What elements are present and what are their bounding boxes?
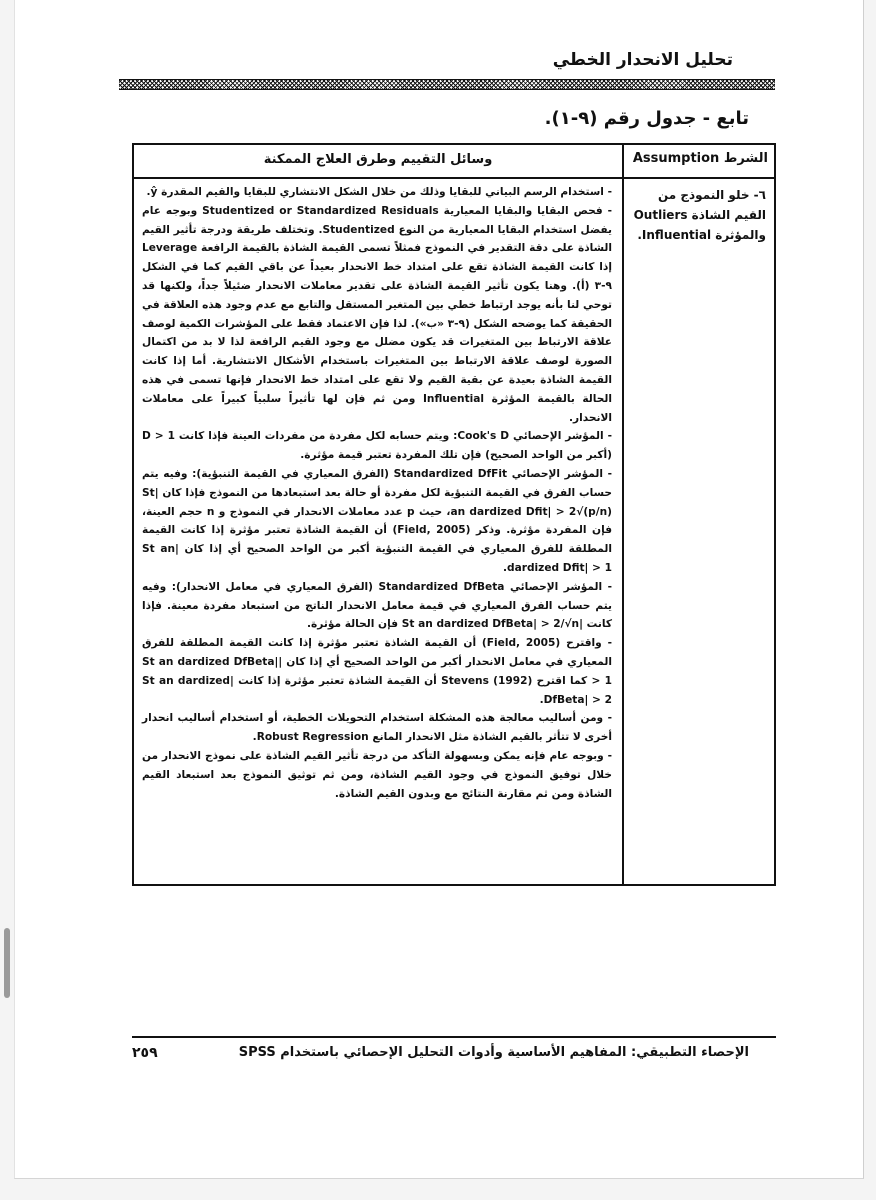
methods-cell [142, 183, 612, 803]
running-head-title: تحليل الانحدار الخطي [552, 50, 733, 70]
scrollbar-thumb[interactable] [4, 928, 10, 998]
header-rule [119, 79, 775, 90]
footer-rule [132, 1036, 776, 1038]
assumptions-table [132, 143, 776, 886]
method-item: - استخدام الرسم البياني للبقايا وذلك من خلال الشكل الانتشاري للبقايا والقيم المقدرة ŷ. [146, 186, 612, 198]
method-item: - واقترح (Field, 2005) أن القيمة الشاذة تعتبر مؤثرة إذا كانت القيمة المطلقة للفرق المعياري في معامل الانحدار أكبر من الواحد الصحيح أي إذا كان |St an dardized DfBeta| > 1 كما اقترح (Stevens (1992 أن القيمة الشاذة تعتبر مؤثرة إذا كانت |St an dardized DfBeta| > 2. [142, 637, 613, 706]
table-caption: تابع - جدول رقم (٩-١). [544, 108, 749, 129]
page-number: ٢٥٩ [132, 1045, 158, 1061]
footer-book-title: الإحصاء التطبيقي: المفاهيم الأساسية وأدوات التحليل الإحصائي باستخدام SPSS [238, 1045, 749, 1060]
method-item: - المؤشر الإحصائي Standardized DfFit (الفرق المعياري في القيمة التنبؤية): وفيه يتم حساب الفرق في القيمة التنبؤية لكل مفردة أو حالة بعد استبعادها من النموذج فإذا كان |St an dardized Dfit| > 2√(p/n)، حيث p عدد معاملات الانحدار في النموذج و n حجم العينة، فإن المفردة مؤثرة. وذكر (Field, 2005) أن القيمة الشاذة تعتبر مؤثرة إذا كانت القيمة المطلقة للفرق المعياري في القيمة التنبؤية أكبر من الواحد الصحيح أي إذا كان |St an dardized Dfit| > 1. [142, 467, 613, 574]
column-header-assumption: الشرط Assumption [632, 151, 768, 166]
assumption-cell: ٦- خلو النموذج من القيم الشاذة Outliers والمؤثرة Influential. [633, 188, 766, 242]
column-divider [622, 145, 624, 884]
column-header-methods: وسائل التقييم وطرق العلاج الممكنة [263, 152, 493, 167]
header-divider [134, 177, 774, 179]
method-item: - المؤشر الإحصائي Standardized DfBeta (الفرق المعياري في معامل الانحدار): وفيه يتم حساب الفرق المعياري في قيمة معامل الانحدار الناتج من استبعاد مفردة معينة. فإذا كانت |St an dardized DfBeta| > 2/√n فإن الحالة مؤثرة. [142, 580, 613, 631]
method-item: - المؤشر الإحصائي Cook's D: ويتم حسابه لكل مفردة من مفردات العينة فإذا كانت D > 1 (أكبر من الواحد الصحيح) فإن تلك المفردة تعتبر قيمة مؤثرة. [142, 430, 612, 462]
method-item: - وبوجه عام فإنه يمكن وبسهولة التأكد من درجة تأثير القيم الشاذة على نموذج الانحدار من خلال توفيق النموذج في وجود القيم الشاذة، ومن ثم توثيق النموذج بعد استبعاد القيم الشاذة ومن ثم مقارنة النتائج مع وبدون القيم الشاذة. [142, 749, 612, 800]
book-page [14, 0, 864, 1179]
method-item: - فحص البقايا والبقايا المعيارية Studentized or Standardized Residuals وبوجه عام يفضل استخدام البقايا المعيارية من النوع Studentized. وتختلف طريقة ودرجة تأثير القيم الشاذة على دقة التقدير في النموذج فمثلاً تسمى القيمة الشاذة بالقيمة الرافعة Leverage إذا كانت القيمة الشاذة تقع على امتداد خط الانحدار بعيداً عن باقي القيم كما في الشكل ٩-٣ (أ). وهنا يكون تأثير القيمة الشاذة على تقدير معاملات الانحدار ضئيلاً جداً، ولكنها قد توحي لنا بأنه يوجد ارتباط خطي بين المتغير المستقل والتابع مع عدم وجود هذه العلاقة في الحقيقة كما يوضحه الشكل (٩-٣ «ب»). لذا فإن الاعتماد فقط على المؤشرات الكمية لوصف علاقة الارتباط بين المتغيرات قد يكون مضلل مع وجود القيم الرافعة لذا لا بد من اكتمال الصورة لوصف علاقة الارتباط بين المتغيرات باستخدام الأشكال الانتشارية. أما إذا كانت القيمة الشاذة بعيدة عن بقية القيم ولا تقع على امتداد خط الانحدار فإنها تسمى في هذه الحالة بالقيمة المؤثرة Influential ومن ثم فإن لها تأثيراً سلبياً كبيراً على معاملات الانحدار. [142, 204, 613, 424]
method-item: - ومن أساليب معالجة هذه المشكلة استخدام التحويلات الخطية، أو استخدام أساليب انحدار أخرى لا تتأثر بالقيم الشاذة مثل الانحدار المانع Robust Regression. [142, 712, 612, 744]
